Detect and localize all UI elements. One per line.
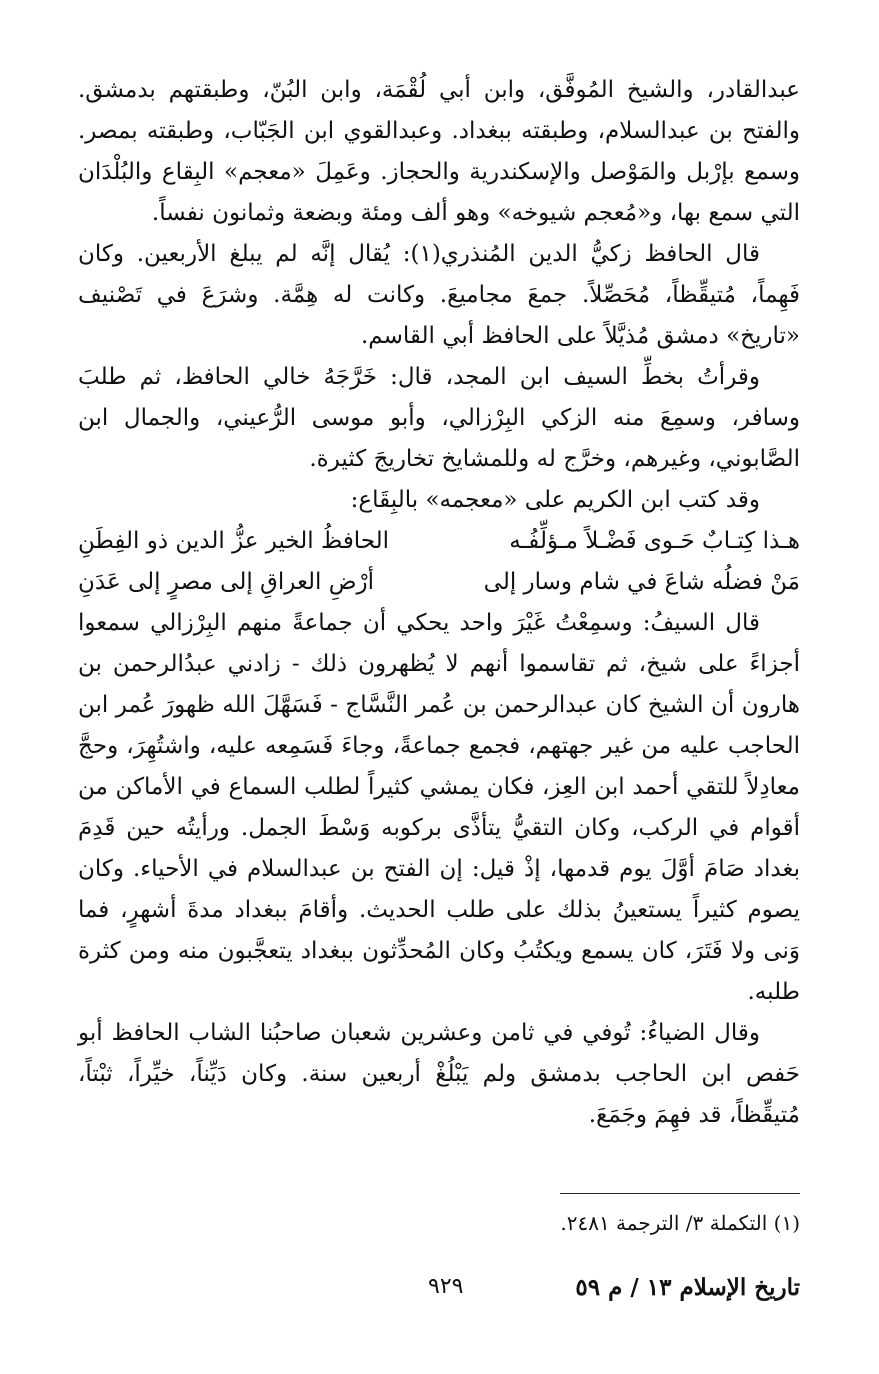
paragraph-diya-death: وقال الضياءُ: تُوفي في ثامن وعشرين شعبان صاحبُنا الشاب الحافظ أبو حَفص ابن الحاجب بدمشق ولم يَبْلُغْ أربعين سنة. وكان دَيِّناً، خيِّراً، ثبْتاً، مُتيقِّظاً، قد فهِمَ وجَمَعَ. xyxy=(78,1020,800,1128)
verse-line-2 xyxy=(78,562,800,603)
page-footer xyxy=(78,1274,800,1314)
book-signature: تاريخ الإسلام ١٣ / م ٥٩ xyxy=(575,1274,800,1301)
page-body xyxy=(78,70,800,1136)
paragraph-mundhiri-quote: قال الحافظ زكيُّ الدين المُنذري(١): يُقال إنَّه لم يبلغ الأربعين. وكان فَهِماً، مُتيقِّظاً، مُحَصِّلاً. جمعَ مجاميعَ. وكانت له هِمَّة. وشرَعَ في تَصْنيف «تاريخ» دمشق مُذيَّلاً على الحافظ أبي القاسم. xyxy=(78,241,800,349)
verse-line-1 xyxy=(78,521,800,562)
paragraph-sayf-narration: قال السيفُ: وسمِعْتُ غَيْرَ واحد يحكي أن جماعةً منهم البِرْزالي سمعوا أجزاءً على شيخ، ثم تقاسموا أنهم لا يُظهرون ذلك - زادني عبدُالرحمن بن هارون أن الشيخ كان عبدالرحمن بن عُمر النَّسَّاج - فَسَهَّلَ الله ظهورَ عُمر ابن الحاجب عليه من غير جهتهم، فجمع جماعةً، وجاءَ فَسَمِعه عليه، واشتُهِرَ، وحجَّ معادِلاً للتقي أحمد ابن العِز، فكان يمشي كثيراً لطلب السماع في الأماكن من أقوام في الركب، وكان التقيُّ يتأذَّى بركوبه وَسْطَ الجمل. ورأيتُه حين قَدِمَ بغداد صَامَ أوَّلَ يوم قدمها، إذْ قيل: إن الفتح بن عبدالسلام في الأحياء. وكان يصوم كثيراً يستعينُ بذلك على طلب الحديث. وأقامَ ببغداد مدةَ أشهرٍ، فما وَنى ولا فَتَرَ، كان يسمع ويكتُبُ وكان المُحدِّثون ببغداد يتعجَّبون منه ومن كثرة طلبه. xyxy=(78,610,800,1005)
verse-2-first-hemistich: مَنْ فضلُه شاعَ في شام وسار إلى xyxy=(483,569,800,595)
verse-2-second-hemistich: أرْضِ العراقِ إلى مصرٍ إلى عَدَنِ xyxy=(78,569,375,595)
paragraph-sources: عبدالقادر، والشيخ المُوفَّق، وابن أبي لُقْمَة، وابن البُنّ، وطبقتهم بدمشق. والفتح بن عبدالسلام، وطبقته ببغداد. وعبدالقوي ابن الجَبّاب، وطبقته بمصر. وسمع بإرْبل والمَوْصل والإسكندرية والحجاز. وعَمِلَ «معجم» البِقاع والبُلْدَان التي سمع بها، و«مُعجم شيوخه» وهو ألف ومئة وبضعة وثمانون نفساً. xyxy=(78,77,800,226)
paragraph-verse-intro: وقد كتب ابن الكريم على «معجمه» بالبِقَاع: xyxy=(350,487,760,513)
footnote-divider xyxy=(560,1193,800,1194)
verse-1-second-hemistich: الحافظُ الخير عزُّ الدين ذو الفِطَنِ xyxy=(78,528,390,554)
footnote: (١) التكملة ٣/ الترجمة ٢٤٨١. xyxy=(560,1211,800,1235)
page-number: ٩٢٩ xyxy=(428,1274,464,1299)
paragraph-sayf-reading: وقرأتُ بخطِّ السيف ابن المجد، قال: خَرَّجَهُ خالي الحافظ، ثم طلبَ وسافر، وسمِعَ منه الزكي البِرْزالي، وأبو موسى الرُّعيني، والجمال ابن الصَّابوني، وغيرهم، وخرَّج له وللمشايخ تخاريجَ كثيرة. xyxy=(78,364,800,472)
verse-1-first-hemistich: هـذا كِتـابٌ حَـوى فَضْـلاً مـؤلِّفُـه xyxy=(509,528,800,554)
verse-block xyxy=(78,521,800,603)
